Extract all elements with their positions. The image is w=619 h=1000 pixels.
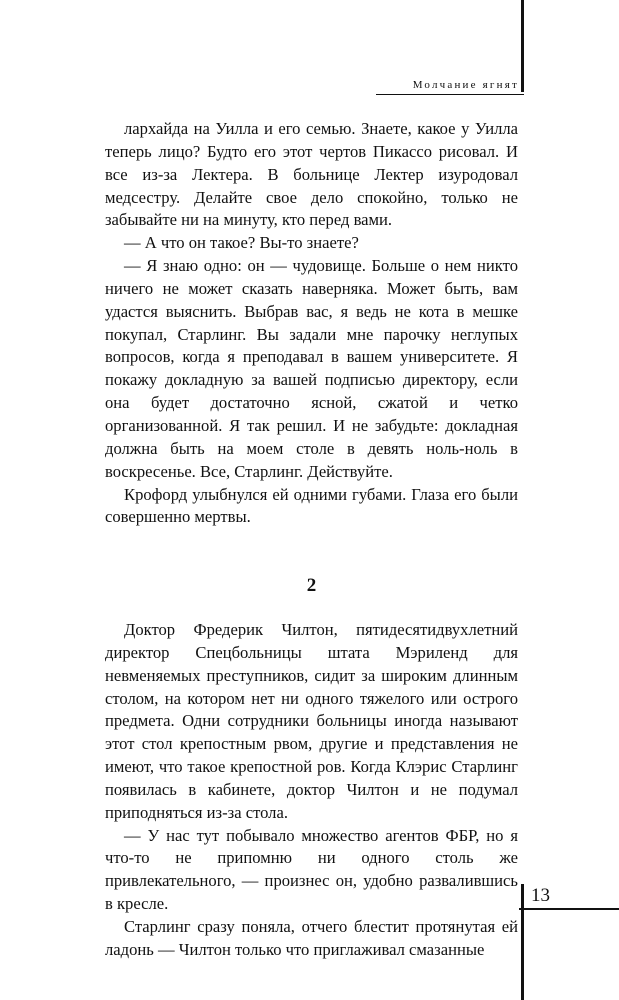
top-rule-horizontal bbox=[376, 94, 524, 95]
paragraph: — А что он такое? Вы-то знаете? bbox=[124, 233, 359, 253]
paragraph: — У нас тут побывало множество агентов ФБР, но я что-то не припомню ни одного столь же привлекательного, — произнес он, удобно развалившись в кресле. bbox=[105, 825, 518, 914]
top-rule-vertical bbox=[521, 0, 524, 92]
paragraph: Старлинг сразу поняла, отчего блестит протянутая ей ладонь — Чилтон только что приглаживал смазанные bbox=[105, 917, 518, 959]
page-number: 13 bbox=[531, 885, 550, 906]
paragraph: лархайда на Уилла и его семью. Знаете, какое у Уилла теперь лицо? Будто его этот чертов Пикассо рисовал. И все из-за Лектера. В больнице Лектер изуродовал медсестру. Делайте свое дело спокойно, только не забывайте ни на минуту, кто перед вами. bbox=[105, 119, 518, 230]
paragraph: Доктор Фредерик Чилтон, пятидесятидвухлетний директор Спецбольницы штата Мэриленд для невменяемых преступников, сидит за широким длинным столом, на котором нет ни одного тяжелого или острого предмета. Одни сотрудники больницы иногда называют этот стол крепостным рвом, другие и представления не имеют, что такое крепостной ров. Когда Клэрис Старлинг появилась в кабинете, доктор Чилтон и не подумал приподняться из-за стола. bbox=[105, 620, 518, 822]
page-text bbox=[105, 118, 518, 962]
bottom-rule-vertical bbox=[521, 884, 524, 1000]
paragraph: Крофорд улыбнулся ей одними губами. Глаза его были совершенно мертвы. bbox=[105, 484, 518, 527]
running-head-title: Молчание ягнят bbox=[412, 79, 519, 91]
chapter-number: 2 bbox=[306, 575, 317, 597]
bottom-rule-horizontal bbox=[519, 908, 619, 910]
paragraph: — Я знаю одно: он — чудовище. Больше о нем никто ничего не может сказать наверняка. Может быть, вам удастся выяснить. Выбрав вас, я ведь не кота в мешке покупал, Старлинг. Вы задали мне парочку неглупых вопросов, когда я преподавал в вашем университете. Я покажу докладную за вашей подписью директору, если она будет достаточно ясной, сжатой и четко организованной. Я так решил. И не забудьте: докладная должна быть на моем столе в девять ноль-ноль в воскресенье. Все, Старлинг. Действуйте. bbox=[105, 256, 518, 481]
